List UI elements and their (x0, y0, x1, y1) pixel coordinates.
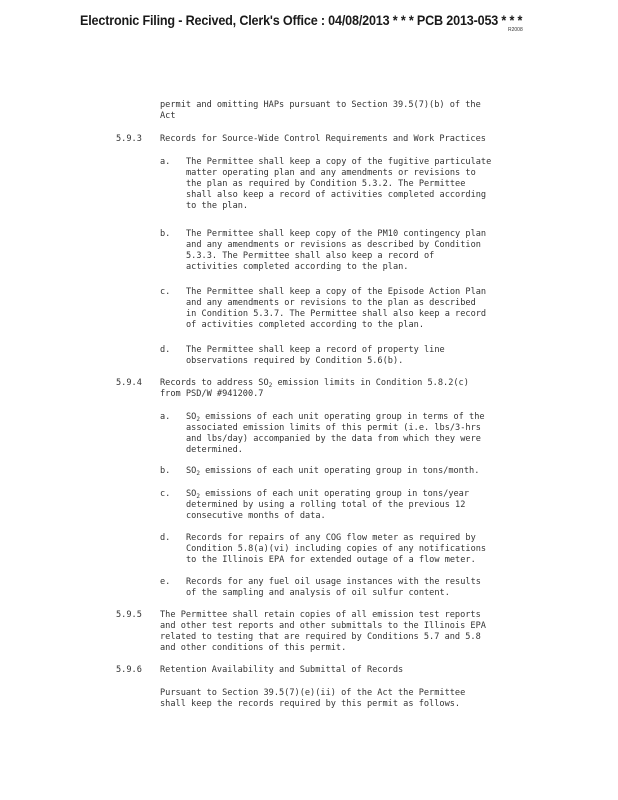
item-text: $SO_2$ emissions of each unit operating group in tons/month. (186, 466, 480, 477)
section-number: 5.9.5 (116, 610, 142, 620)
item-text: $SO_2$ emissions of each unit operating group in tons/year determined by using a rolling total of the previous 12 consecutive months of data. (186, 489, 470, 521)
item-letter: b. (160, 229, 171, 239)
section-text: The Permittee shall retain copies of all emission test reports and other test reports and other submittals to the Illinois EPA related to testing that are required by Conditions 5.7 and 5.8 and other conditions of this permit. (160, 610, 486, 653)
item-letter: a. (160, 157, 171, 167)
item-text: The Permittee shall keep copy of the PM10 contingency plan and any amendments or revisions as described by Condition 5.3.3. The Permittee shall also keep a record of activities completed according to the plan. (186, 229, 487, 272)
item-letter: b. (160, 466, 171, 476)
item-text: The Permittee shall keep a record of property line observations required by Condition 5.6(b). (186, 345, 445, 366)
intro-text: permit and omitting HAPs pursuant to Section 39.5(7)(b) of the Act (160, 100, 481, 121)
section-number: 5.9.3 (116, 134, 142, 144)
section-text: Pursuant to Section 39.5(7)(e)(ii) of the Act the Permittee shall keep the records required by this permit as follows. (160, 688, 466, 709)
item-letter: d. (160, 345, 171, 355)
section-title: Retention Availability and Submittal of Records (160, 665, 404, 675)
item-letter: c. (160, 287, 171, 297)
item-letter: a. (160, 412, 171, 422)
item-text: Records for any fuel oil usage instances with the results of the sampling and analysis of oil sulfur content. (186, 577, 481, 598)
item-text: The Permittee shall keep a copy of the fugitive particulate matter operating plan and any amendments or revisions to the plan as required by Condition 5.3.2. The Permittee shall also keep a record of activities completed according to the plan. (186, 157, 492, 211)
filing-stamp-code: R2008 (508, 27, 523, 33)
item-text: The Permittee shall keep a copy of the Episode Action Plan and any amendments or revisions to the plan as described in Condition 5.3.7. The Permittee shall also keep a record of activities completed according to the plan. (186, 287, 487, 330)
item-text: Records for repairs of any COG flow meter as required by Condition 5.8(a)(vi) including copies of any notifications to the Illinois EPA for extended outage of a flow meter. (186, 533, 487, 565)
filing-stamp: Electronic Filing - Recived, Clerk's Office : 04/08/2013 * * * PCB 2013-053 * * * (80, 12, 523, 28)
section-number: 5.9.6 (116, 665, 142, 675)
section-title: Records for Source-Wide Control Requirements and Work Practices (160, 134, 486, 144)
item-text: $SO_2$ emissions of each unit operating group in terms of the associated emission limits of this permit (i.e. lbs/3-hrs and lbs/day) accompanied by the data from which they were determined. (186, 412, 485, 455)
item-letter: c. (160, 489, 171, 499)
item-letter: e. (160, 577, 171, 587)
item-letter: d. (160, 533, 171, 543)
section-number: 5.9.4 (116, 378, 142, 388)
section-title: Records to address $SO_2$ emission limits in Condition 5.8.2(c) from PSD/W #941200.7 (160, 378, 469, 399)
